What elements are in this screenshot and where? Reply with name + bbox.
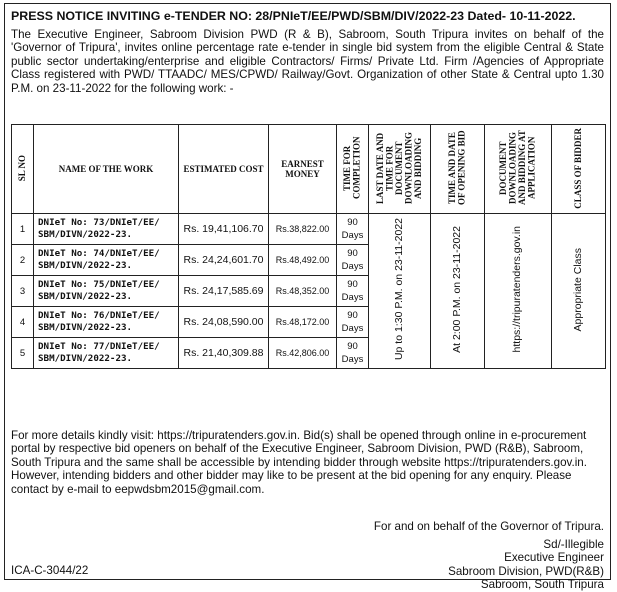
more-info-paragraph: For more details kindly visit: https://tripuratenders.gov.in. Bid(s) shall be opened through online in e-procurement portal by respective bid openers on behalf of the Executive Engineer, Sabroom Division, PWD (R&B), Sabroom, South Tripura and the same shall be accessible by intending bidder through website https://tripuratenders.gov.in. However, intending bidders and other bidder may like to be present at the bid opening for any enquiry. Please contact by e-mail to eepwdsbm2015@gmail.com.: [11, 429, 587, 496]
row-work: DNIeT No: 75/DNIeT/EE/ SBM/DIVN/2022-23.: [34, 276, 179, 307]
signature-designation: Executive Engineer: [504, 551, 604, 565]
row-cost: Rs. 24,08,590.00: [179, 307, 269, 338]
row-emd: Rs.48,172.00: [269, 307, 337, 338]
last-date-cell: Up to 1:30 P.M. on 23-11-2022: [369, 214, 431, 369]
row-work: DNIeT No: 74/DNIeT/EE/ SBM/DIVN/2022-23.: [34, 245, 179, 276]
row-work: DNIeT No: 76/DNIeT/EE/ SBM/DIVN/2022-23.: [34, 307, 179, 338]
col-header-last-date: LAST DATE AND TIME FOR DOCUMENT DOWNLOADING AND BIDDING: [369, 125, 431, 214]
row-sl: 3: [12, 276, 34, 307]
row-time: 90 Days: [337, 245, 369, 276]
download-site-link[interactable]: https://tripuratenders.gov.in: [485, 214, 552, 369]
row-work: DNIeT No: 77/DNIeT/EE/ SBM/DIVN/2022-23.: [34, 338, 179, 369]
row-sl: 5: [12, 338, 34, 369]
col-header-time: TIME FOR COMPLETION: [337, 125, 369, 214]
table-header-row: [12, 125, 606, 214]
row-cost: Rs. 24,24,601.70: [179, 245, 269, 276]
row-work: DNIeT No: 73/DNIeT/EE/ SBM/DIVN/2022-23.: [34, 214, 179, 245]
table-row: [12, 214, 606, 245]
col-header-work: NAME OF THE WORK: [34, 125, 179, 214]
row-emd: Rs.48,492.00: [269, 245, 337, 276]
signature-block: [448, 538, 604, 592]
row-sl: 2: [12, 245, 34, 276]
col-header-class: CLASS OF BIDDER: [552, 125, 606, 214]
row-time: 90 Days: [337, 307, 369, 338]
tender-table: [11, 124, 606, 369]
bidder-class-cell: Appropriate Class: [552, 214, 606, 369]
col-header-download: DOCUMENT DOWNLOADING AND BIDDING AT APPLICATION: [485, 125, 552, 214]
reference-number: ICA-C-3044/22: [11, 564, 89, 577]
col-header-sl: SL NO: [12, 125, 34, 214]
col-header-opening: TIME AND DATE OF OPENING BID: [431, 125, 485, 214]
notice-intro: The Executive Engineer, Sabroom Division PWD (R & B), Sabroom, South Tripura invites on behalf of the 'Governor of Tripura', invites online percentage rate e-tender in single bid system from the eligible Central & State public sector undertaking/enterprise and eligible Contractors/ Firms/ Private Ltd. Firm /Agencies of Appropriate Class registered with PWD/ TTAADC/ MES/CPWD/ Railway/Govt. Organization of other State & Central upto 1.30 P.M. on 23-11-2022 for the following work: -: [11, 28, 604, 95]
row-time: 90 Days: [337, 338, 369, 369]
row-emd: Rs.48,352.00: [269, 276, 337, 307]
row-cost: Rs. 21,40,309.88: [179, 338, 269, 369]
row-time: 90 Days: [337, 214, 369, 245]
row-time: 90 Days: [337, 276, 369, 307]
col-header-emd: EARNEST MONEY: [269, 125, 337, 214]
opening-cell: At 2:00 P.M. on 23-11-2022: [431, 214, 485, 369]
row-cost: Rs. 24,17,585.69: [179, 276, 269, 307]
on-behalf-line: For and on behalf of the Governor of Tripura.: [373, 520, 604, 533]
tender-notice: [4, 3, 611, 592]
row-emd: Rs.42,806.00: [269, 338, 337, 369]
row-sl: 1: [12, 214, 34, 245]
signature-division: Sabroom Division, PWD(R&B): [448, 564, 604, 578]
row-cost: Rs. 19,41,106.70: [179, 214, 269, 245]
notice-title: PRESS NOTICE INVITING e-TENDER NO: 28/PNIeT/EE/PWD/SBM/DIV/2022-23 Dated- 10-11-2022.: [11, 9, 576, 23]
signature-sd: Sd/-Illegible: [543, 538, 604, 551]
row-sl: 4: [12, 307, 34, 338]
col-header-cost: ESTIMATED COST: [179, 125, 269, 214]
signature-location: Sabroom, South Tripura: [480, 578, 604, 592]
row-emd: Rs.38,822.00: [269, 214, 337, 245]
